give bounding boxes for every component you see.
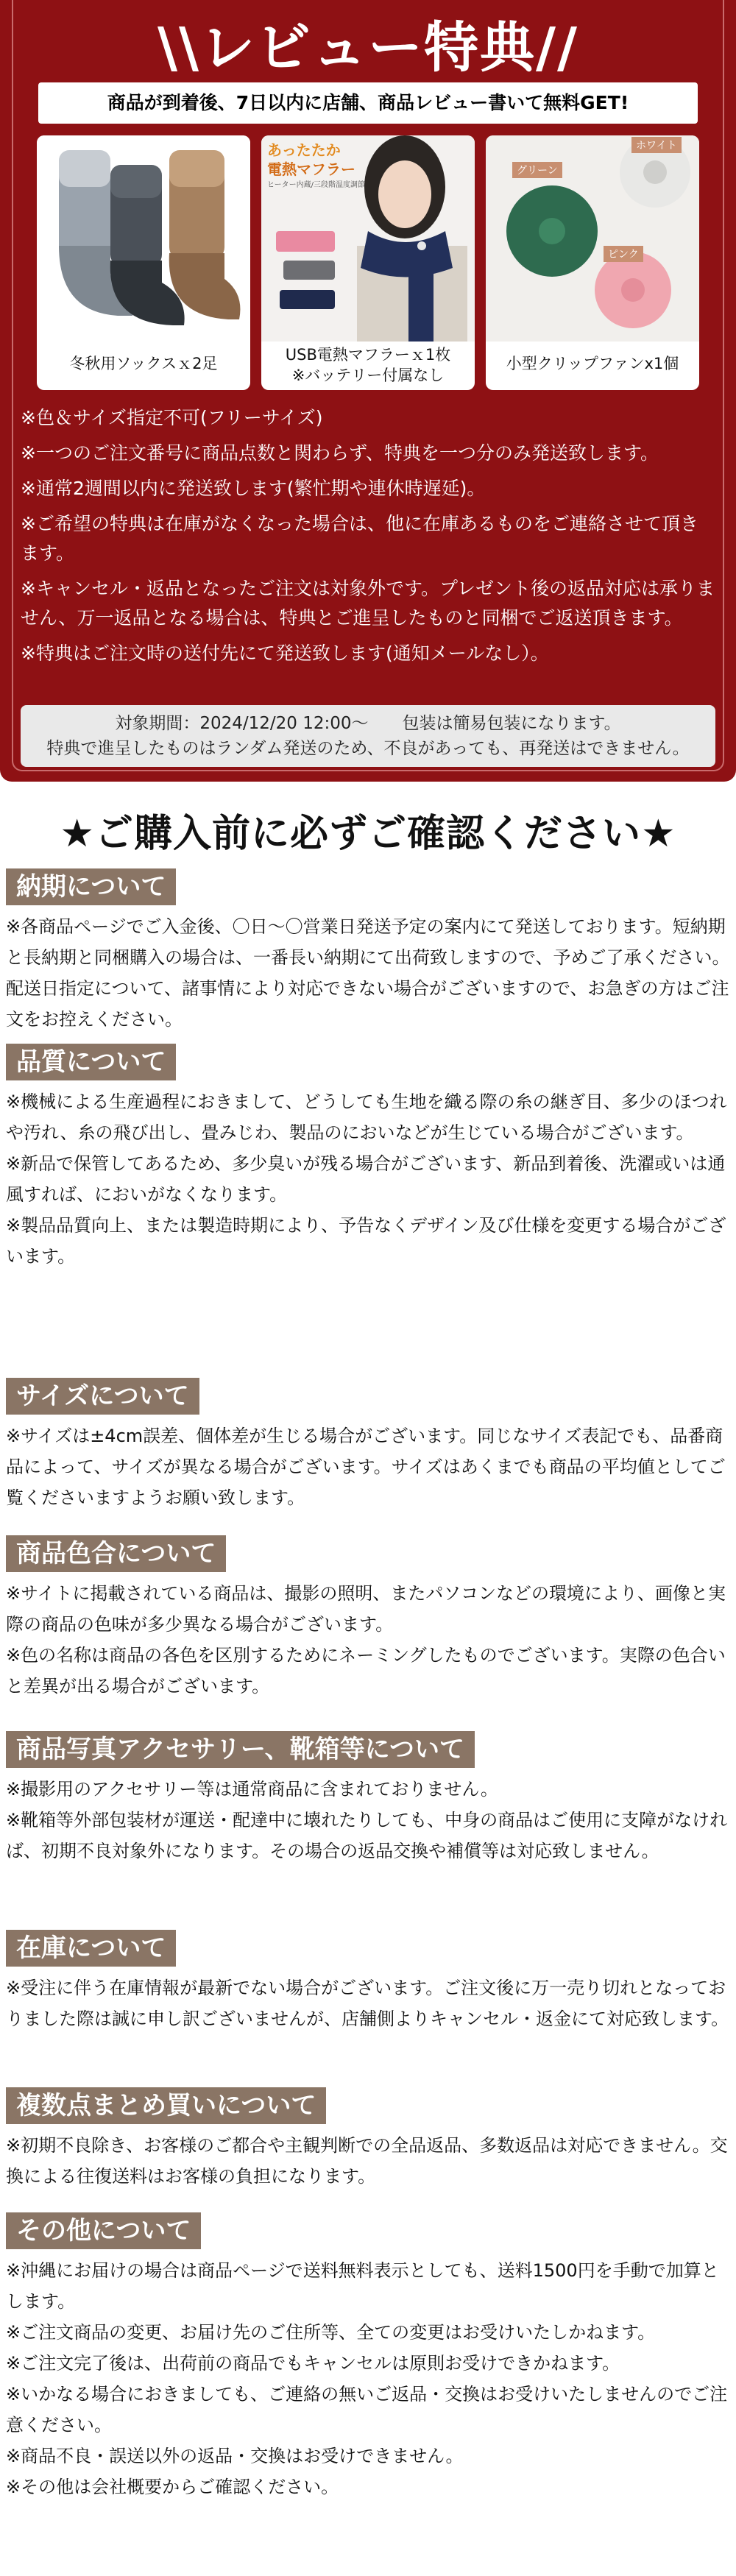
card-scarf-note: ※バッテリー付属なし [291, 367, 445, 384]
section-body-other [6, 2255, 730, 2502]
section-heading-accessory: 商品写真アクセサリー、靴箱等について [6, 1731, 475, 1768]
section-body-size [6, 1420, 730, 1513]
section-heading-bulk: 複数点まとめ買いについて [6, 2087, 326, 2124]
section-heading-other: その他について [6, 2212, 201, 2249]
section-line: ※商品不良・誤送以外の返品・交換はお受けできません。 [6, 2446, 464, 2466]
note-item: ※色＆サイズ指定不可(フリーサイズ) [21, 407, 323, 428]
note-item: ※キャンセル・返品となったご注文は対象外です。プレゼント後の返品対応は承りません、万一返品となる場合は、特典とご進呈したものと同梱でご返送頂きます。 [21, 578, 715, 629]
section-line: ※初期不良除き、お客様のご都合や主観判断での全品返品、多数返品は対応できません。交換による往復送料はお客様の負担になります。 [6, 2135, 728, 2187]
period-line-1: 対象期間：2024/12/20 12:00～ 包装は簡易包装になります。 [115, 714, 621, 733]
socks-image [37, 135, 250, 342]
section-line: ※その他は会社概要からご確認ください。 [6, 2477, 339, 2497]
section-line: ※ご注文商品の変更、お届け先のご住所等、全ての変更はお受けいたしかねます。 [6, 2322, 656, 2343]
banner-title: \\レビュー特典// [157, 16, 579, 79]
section-line: ※サイズは±4cm誤差、個体差が生じる場合がございます。同じなサイズ表記でも、品番商品によって、サイズが異なる場合がございます。サイズはあくまでも商品の平均値としてご覧くださいますようお願い致します。 [6, 1426, 726, 1508]
card-scarf [261, 135, 475, 390]
section-heading-size: サイズについて [6, 1378, 199, 1415]
section-line: ※撮影用のアクセサリー等は通常商品に含まれておりません。 [6, 1779, 498, 1800]
section-body-delivery [6, 911, 730, 1035]
section-line: ※機械による生産過程におきまして、どうしても生地を織る際の糸の継ぎ目、多少のほつれや汚れ、糸の飛び出し、畳みじわ、製品のにおいなどが生じている場合がございます。 [6, 1091, 727, 1143]
note-item: ※一つのご注文番号に商品点数と関わらず、特典を一つ分のみ発送致します。 [21, 442, 659, 464]
note-item: ※通常2週間以内に発送致します(繁忙期や連休時遅延)。 [21, 478, 486, 499]
section-heading-color: 商品色合について [6, 1535, 226, 1572]
section-body-bulk [6, 2130, 730, 2192]
scarf-badge: あったたか [267, 141, 341, 159]
period-box [21, 705, 715, 767]
section-body-accessory [6, 1774, 730, 1866]
section-heading-delivery: 納期について [6, 868, 176, 905]
section-heading-quality: 品質について [6, 1044, 176, 1080]
tag-white: ホワイト [631, 137, 682, 153]
bonus-cards [37, 135, 699, 390]
notice-title: ★ご購入前に必ずご確認ください★ [60, 812, 676, 856]
section-heading-stock: 在庫について [6, 1930, 176, 1967]
scarf-badge2: 電熱マフラー [267, 160, 355, 178]
section-line: ※新品で保管してあるため、多少臭いが残る場合がございます、新品到着後、洗濯或いは通風すれば、においがなくなります。 [6, 1153, 726, 1205]
section-line: ※靴箱等外部包装材が運送・配達中に壊れたりしても、中身の商品はご使用に支障がなければ、初期不良対象外になります。その場合の返品交換や補償等は対応致しません。 [6, 1810, 728, 1861]
section-line: ※色の名称は商品の各色を区別するためにネーミングしたものでございます。実際の色合いと差異が出る場合がございます。 [6, 1645, 726, 1696]
card-socks [37, 135, 250, 390]
section-line: ※沖縄にお届けの場合は商品ページで送料無料表示としても、送料1500円を手動で加算とします。 [6, 2260, 719, 2312]
section-line: ※製品品質向上、または製造時期により、予告なくデザイン及び仕様を変更する場合がございます。 [6, 1215, 726, 1267]
section-line: ※いかなる場合におきましても、ご連絡の無いご返品・交換はお受けいたしませんのでご注意ください。 [6, 2384, 728, 2435]
section-body-quality [6, 1086, 730, 1272]
banner-subtitle: 商品が到着後、7日以内に店舗、商品レビュー書いて無料GET! [38, 82, 698, 124]
card-scarf-label: USB電熱マフラーｘ1枚 [285, 346, 451, 364]
section-body-stock [6, 1972, 730, 2034]
scarf-small-text: ヒーター内蔵/三段階温度調節 [267, 181, 365, 189]
section-line: ※受注に伴う在庫情報が最新でない場合がございます。ご注文後に万一売り切れとなっておりました際は誠に申し訳ございませんが、店舗側よりキャンセル・返金にて対応致します。 [6, 1978, 729, 2029]
card-fan-label: 小型クリップファンx1個 [506, 355, 679, 372]
tag-pink: ピンク [604, 246, 643, 262]
period-line-2: 特典で進呈したものはランダム発送のため、不良があっても、再発送はできません。 [46, 739, 690, 758]
section-body-color [6, 1578, 730, 1702]
section-line: ※各商品ページでご入金後、〇日～〇営業日発送予定の案内にて発送しております。短納期と長納期と同梱購入の場合は、一番長い納期にて出荷致しますので、予めご了承ください。配送日指定について、諸事情により対応できない場合がございますので、お急ぎの方はご注文をお控えください。 [6, 916, 730, 1030]
section-line: ※ご注文完了後は、出荷前の商品でもキャンセルは原則お受けできかねます。 [6, 2353, 620, 2374]
section-line: ※サイトに掲載されている商品は、撮影の照明、またパソコンなどの環境により、画像と実際の商品の色味が多少異なる場合がございます。 [6, 1583, 726, 1635]
bonus-notes [21, 403, 715, 674]
card-socks-label: 冬秋用ソックスｘ2足 [69, 355, 218, 372]
bonus-banner [0, 0, 736, 782]
note-item: ※ご希望の特典は在庫がなくなった場合は、他に在庫あるものをご連絡させて頂きます。 [21, 513, 698, 564]
card-fan [486, 135, 699, 390]
note-item: ※特典はご注文時の送付先にて発送致します(通知メールなし）。 [21, 643, 549, 664]
tag-green: グリーン [512, 162, 562, 178]
